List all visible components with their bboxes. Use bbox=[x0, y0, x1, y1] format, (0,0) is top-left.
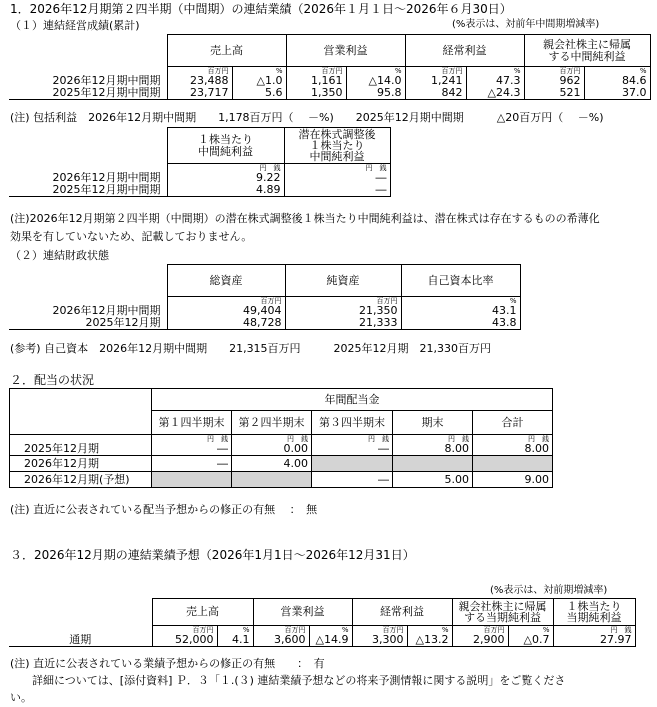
header-q1: 第１四半期末 bbox=[152, 411, 232, 435]
header-diluted-eps: 潜在株式調整後 １株当たり 中間純利益 bbox=[284, 128, 390, 164]
header-q3: 第３四半期末 bbox=[312, 411, 393, 435]
dividend-title: ２．配当の状況 bbox=[10, 373, 95, 387]
forecast-header-sales: 売上高 bbox=[152, 599, 253, 626]
table-row: 2026年12月期中間期 23,488 △1.0 1,161 △14.0 1,241 47.3 962 84.6 bbox=[9, 75, 650, 87]
header-ordinary-income: 経常利益 bbox=[405, 35, 524, 67]
forecast-table: 売上高 営業利益 経常利益 親会社株主に帰属 する当期純利益 １株当たり 当期純利益 百万円 % 百万円 % 百万円 % 百万円 % 円 銭 通期 52,000 4.1 3,600 △14.9 3,300 △13.2 2,900 △0.7 27.97 bbox=[9, 598, 636, 647]
forecast-pct-note: (%表示は、対前期増減率) bbox=[490, 585, 608, 596]
forecast-detail-note-end: い。 bbox=[10, 691, 32, 704]
financial-position-table: 総資産 純資産 自己資本比率 百万円 百万円 % 2026年12月期中間期 49,404 21,350 43.1 2025年12月期 48,728 21,333 43.8 bbox=[9, 264, 521, 330]
dividend-table: 年間配当金 第１四半期末 第２四半期末 第３四半期末 期末 合計 円 銭 円 銭 円 銭 円 銭 円 銭 2025年12月期 ― 0.00 ― 8.00 8.00 2026年12月期 ― 4.00 2026年12月期(予想) ― 5.00 9.00 bbox=[9, 388, 553, 488]
table-row: 2026年12月期(予想) ― 5.00 9.00 bbox=[10, 472, 553, 488]
header-total-assets: 総資産 bbox=[167, 265, 285, 297]
header-q2: 第２四半期末 bbox=[232, 411, 312, 435]
operating-results-heading: （１）連結経営成績(累計) bbox=[10, 19, 140, 32]
table-row: 2025年12月期 ― 0.00 ― 8.00 8.00 bbox=[10, 443, 553, 456]
financial-position-heading: （２）連結財政状態 bbox=[10, 249, 109, 262]
header-year-end: 期末 bbox=[393, 411, 473, 435]
comprehensive-income-note: (注) 包括利益 2026年12月期中間期 1,178百万円（ －%) 2025年12月期中間期 △20百万円（ －%) bbox=[10, 111, 604, 124]
header-operating-income: 営業利益 bbox=[286, 35, 405, 67]
header-net-income: 親会社株主に帰属 する中間純利益 bbox=[524, 35, 650, 67]
header-equity-ratio: 自己資本比率 bbox=[401, 265, 520, 297]
forecast-header-ordinary-income: 経常利益 bbox=[352, 599, 452, 626]
eps-note-line2: 効果を有していないため、記載しておりません。 bbox=[10, 230, 253, 243]
eps-note-line1: (注)2026年12月期第２四半期（中間期）の潜在株式調整後１株当たり中間純利益は、潜在株式は存在するものの希薄化 bbox=[10, 212, 600, 225]
forecast-title: ３．2026年12月期の連結業績予想（2026年1月1日～2026年12月31日） bbox=[10, 548, 415, 562]
equity-reference-note: (参考) 自己資本 2026年12月期中間期 21,315百万円 2025年12月期 21,330百万円 bbox=[10, 342, 492, 355]
forecast-detail-note: 詳細については、[添付資料] Ｐ．３「１.(３) 連結業績予想などの将来予測情報に関する説明」をご覧くださ bbox=[10, 674, 566, 687]
table-row: 2026年12月期中間期 49,404 21,350 43.1 bbox=[9, 305, 520, 317]
table-row: 2026年12月期中間期 9.22 ― bbox=[9, 172, 390, 184]
table-row: 通期 52,000 4.1 3,600 △14.9 3,300 △13.2 2,900 △0.7 27.97 bbox=[9, 634, 635, 647]
table-row: 2025年12月期 48,728 21,333 43.8 bbox=[9, 317, 520, 330]
table-row: 2025年12月期中間期 23,717 5.6 1,350 95.8 842 △24.3 521 37.0 bbox=[9, 87, 650, 100]
operating-results-table: 売上高 営業利益 経常利益 親会社株主に帰属 する中間純利益 百万円 % 百万円 % 百万円 % 百万円 % 2026年12月期中間期 23,488 △1.0 1,161 △14.0 1,241 47.3 962 84.6 2025年12月期中間期 23,717 5.6 1,350 95.8 842 △24.3 521 37.0 bbox=[9, 34, 651, 100]
forecast-header-operating-income: 営業利益 bbox=[253, 599, 352, 626]
forecast-header-eps: １株当たり 当期純利益 bbox=[553, 599, 635, 626]
header-annual-dividend: 年間配当金 bbox=[152, 389, 553, 411]
header-eps: １株当たり 中間純利益 bbox=[167, 128, 284, 164]
header-sales: 売上高 bbox=[167, 35, 286, 67]
section1-title: 1．2026年12月期第２四半期（中間期）の連結業績（2026年１月１日～2026年６月30日） bbox=[10, 2, 512, 16]
forecast-header-net-income: 親会社株主に帰属 する当期純利益 bbox=[452, 599, 553, 626]
pct-note: (%表示は、対前年中間期増減率) bbox=[452, 19, 600, 30]
eps-table: １株当たり 中間純利益 潜在株式調整後 １株当たり 中間純利益 円 銭 円 銭 2026年12月期中間期 9.22 ― 2025年12月期中間期 4.89 ― bbox=[9, 127, 391, 197]
dividend-revision-note: (注) 直近に公表されている配当予想からの修正の有無 ： 無 bbox=[10, 503, 318, 516]
table-row: 2025年12月期中間期 4.89 ― bbox=[9, 184, 390, 197]
forecast-revision-note: (注) 直近に公表されている業績予想からの修正の有無 ： 有 bbox=[10, 657, 325, 670]
table-row: 2026年12月期 ― 4.00 bbox=[10, 456, 553, 472]
header-total: 合計 bbox=[473, 411, 553, 435]
header-net-assets: 純資産 bbox=[285, 265, 401, 297]
